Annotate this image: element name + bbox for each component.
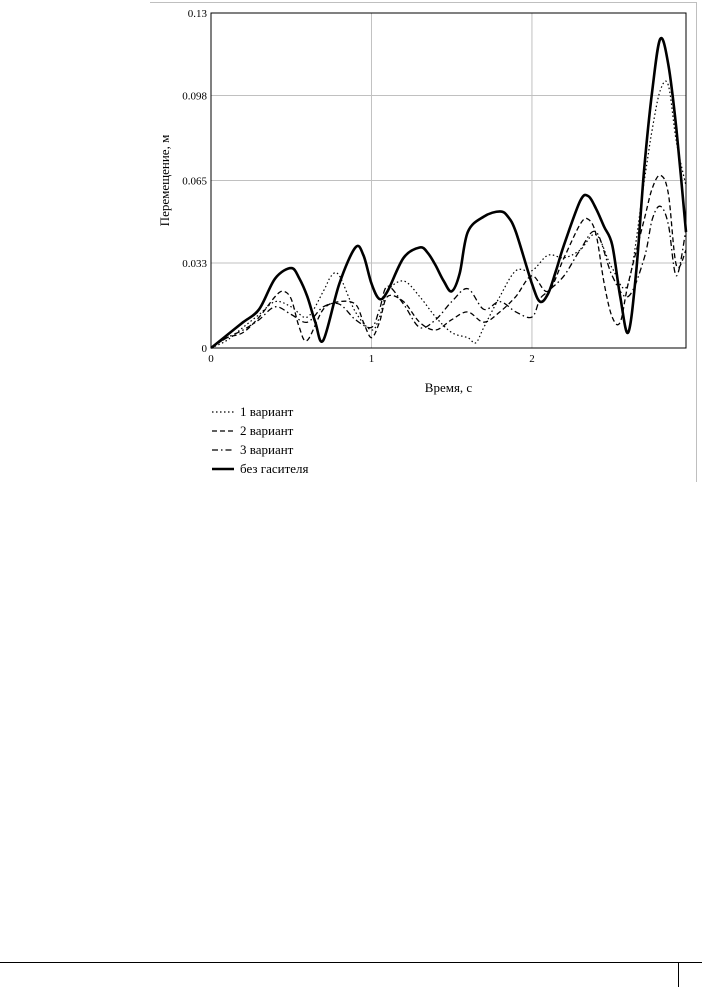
y-tick-label: 0.098 [182, 90, 207, 103]
page-footer-rule [0, 962, 678, 963]
series-line-4 [211, 38, 686, 348]
x-tick-label: 2 [529, 353, 535, 365]
series-group [211, 38, 686, 348]
y-tick-label: 0.065 [182, 175, 207, 188]
legend-label: 2 вариант [240, 423, 294, 438]
y-tick-label: 0.033 [182, 257, 207, 270]
y-tick-label: 0.13 [187, 8, 207, 20]
legend-label: без гасителя [240, 461, 309, 476]
legend [212, 404, 309, 476]
grid [211, 13, 686, 348]
x-tick-label: 0 [208, 353, 214, 365]
page-number-box [678, 962, 702, 987]
x-tick-label: 1 [368, 353, 375, 365]
y-axis-title: Перемещение, м [157, 134, 172, 227]
axis-ticks [182, 8, 534, 365]
legend-label: 1 вариант [240, 404, 294, 419]
x-axis-title: Время, с [424, 380, 473, 395]
legend-label: 3 вариант [240, 442, 294, 457]
series-line-3 [211, 206, 686, 348]
series-line-1 [211, 81, 686, 348]
y-tick-label: 0 [201, 343, 207, 355]
